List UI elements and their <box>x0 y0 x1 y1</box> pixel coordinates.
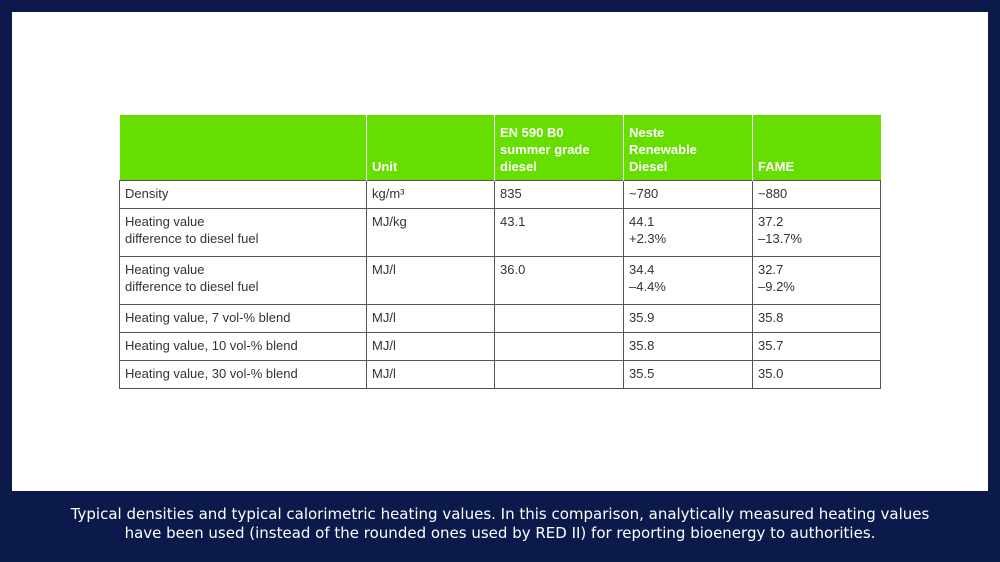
table-header-row <box>120 115 881 181</box>
cell-neste <box>624 361 753 389</box>
header-neste-line: Neste <box>629 125 665 140</box>
table-row <box>120 333 881 361</box>
cell-en590 <box>495 305 624 333</box>
cell-fame <box>753 333 881 361</box>
cell-en590 <box>495 361 624 389</box>
header-en590-line: summer grade <box>500 142 590 157</box>
cell-fame <box>753 257 881 305</box>
cell-difference: –4.4% <box>629 279 666 294</box>
cell-value: ~880 <box>758 186 788 201</box>
row-label <box>120 181 367 209</box>
row-unit: MJ/l <box>367 333 495 361</box>
row-unit: MJ/l <box>367 305 495 333</box>
cell-value: 35.8 <box>758 310 784 325</box>
header-neste <box>624 115 753 181</box>
cell-value: 35.7 <box>758 338 784 353</box>
row-unit: kg/m³ <box>367 181 495 209</box>
table-row <box>120 305 881 333</box>
slide-panel <box>12 12 988 491</box>
header-en590-line: EN 590 B0 <box>500 125 564 140</box>
row-label-line: Density <box>125 186 169 201</box>
cell-fame <box>753 209 881 257</box>
cell-neste <box>624 305 753 333</box>
cell-en590 <box>495 333 624 361</box>
cell-value: 37.2 <box>758 214 784 229</box>
cell-value: 35.8 <box>629 338 655 353</box>
cell-fame <box>753 181 881 209</box>
cell-en590 <box>495 181 624 209</box>
table-row <box>120 181 881 209</box>
row-label <box>120 257 367 305</box>
row-label-line: difference to diesel fuel <box>125 279 259 294</box>
cell-fame <box>753 305 881 333</box>
row-unit: MJ/kg <box>367 209 495 257</box>
fuel-comparison-table <box>119 115 881 389</box>
row-label <box>120 361 367 389</box>
header-neste-line: Renewable <box>629 142 697 157</box>
cell-neste <box>624 209 753 257</box>
slide-caption <box>0 505 1000 543</box>
cell-value: 32.7 <box>758 262 784 277</box>
cell-value: 44.1 <box>629 214 655 229</box>
cell-value: 36.0 <box>500 262 526 277</box>
caption-line-1: Typical densities and typical calorimetric heating values. In this comparison, analytically measured heating values <box>70 505 930 523</box>
cell-difference: +2.3% <box>629 231 667 246</box>
cell-difference: –9.2% <box>758 279 795 294</box>
header-fame: FAME <box>753 115 881 181</box>
row-unit: MJ/l <box>367 361 495 389</box>
row-label-line: Heating value, 30 vol-% blend <box>125 366 298 381</box>
cell-en590 <box>495 257 624 305</box>
row-label <box>120 305 367 333</box>
cell-value: ~780 <box>629 186 659 201</box>
row-label-line: Heating value <box>125 262 205 277</box>
row-label-line: Heating value, 7 vol-% blend <box>125 310 291 325</box>
header-en590-line: diesel <box>500 159 537 174</box>
table-row <box>120 257 881 305</box>
cell-fame <box>753 361 881 389</box>
row-label <box>120 209 367 257</box>
table-row <box>120 361 881 389</box>
table-row <box>120 209 881 257</box>
cell-value: 43.1 <box>500 214 526 229</box>
row-label <box>120 333 367 361</box>
header-neste-line: Diesel <box>629 159 668 174</box>
row-label-line: Heating value, 10 vol-% blend <box>125 338 298 353</box>
cell-value: 835 <box>500 186 522 201</box>
header-en590 <box>495 115 624 181</box>
row-label-line: difference to diesel fuel <box>125 231 259 246</box>
cell-value: 35.5 <box>629 366 655 381</box>
row-label-line: Heating value <box>125 214 205 229</box>
cell-neste <box>624 333 753 361</box>
cell-neste <box>624 257 753 305</box>
cell-value: 35.0 <box>758 366 784 381</box>
caption-line-2: have been used (instead of the rounded ones used by RED II) for reporting bioenergy to authorities. <box>124 524 876 542</box>
header-empty <box>120 115 367 181</box>
row-unit: MJ/l <box>367 257 495 305</box>
cell-value: 34.4 <box>629 262 655 277</box>
cell-value: 35.9 <box>629 310 655 325</box>
cell-difference: –13.7% <box>758 231 803 246</box>
cell-en590 <box>495 209 624 257</box>
header-unit: Unit <box>367 115 495 181</box>
cell-neste <box>624 181 753 209</box>
